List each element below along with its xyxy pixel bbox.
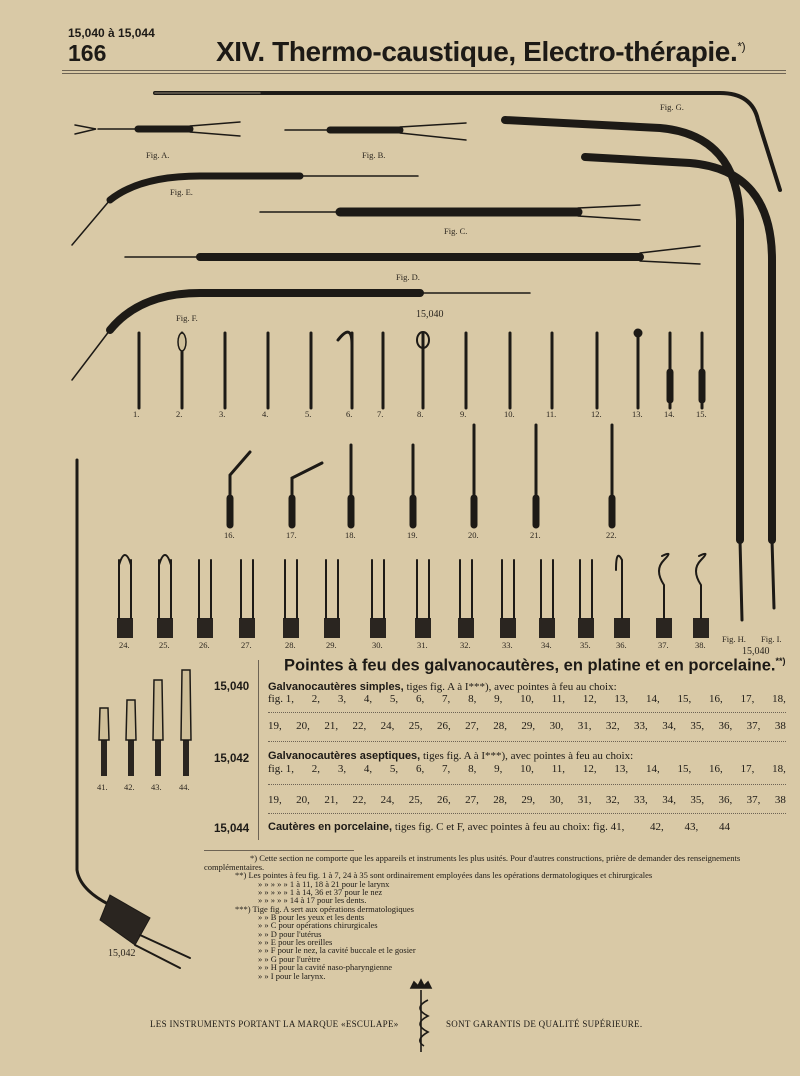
footnote-line: » » D pour l'utérus: [258, 929, 322, 939]
fig-ref: 13,: [614, 763, 629, 775]
fig-ref: 17,: [740, 763, 755, 775]
label-fig-b: Fig. B.: [362, 150, 386, 160]
tip-number: 28.: [285, 640, 296, 650]
fig-ref: 15,: [677, 763, 692, 775]
fig-ref: 36,: [718, 794, 733, 806]
fig-ref: 31,: [577, 794, 592, 806]
fig-ref: 18,: [772, 763, 786, 775]
tip-number: 11.: [546, 409, 557, 419]
tip-number: 30.: [372, 640, 383, 650]
tip-number: 36.: [616, 640, 627, 650]
burner-tip-13: [634, 329, 642, 408]
item-name: Galvanocautères aseptiques,: [268, 750, 421, 762]
fig-ref: 9,: [494, 763, 503, 775]
footnote-line: » » I pour le larynx.: [258, 971, 326, 981]
tip-number: 3.: [219, 409, 226, 419]
fig-ref: 2,: [311, 763, 321, 775]
item-name: Galvanocautères simples,: [268, 681, 404, 693]
tip-number: 32.: [460, 640, 471, 650]
fig-ref: 20,: [296, 794, 310, 806]
burner-tip-35: [578, 560, 594, 638]
fig-ref: 19,: [268, 720, 282, 732]
tip-number: 29.: [326, 640, 337, 650]
fig-ref: 37,: [746, 794, 761, 806]
long-cautery-handle: [100, 895, 150, 945]
burner-tip-30: [370, 560, 386, 638]
fig-ref: 24,: [380, 720, 395, 732]
tip-number: 37.: [658, 640, 669, 650]
label-fig-a: Fig. A.: [146, 150, 170, 160]
label-fig-e: Fig. E.: [170, 187, 193, 197]
tip-number: 17.: [286, 530, 297, 540]
fig-ref: 26,: [436, 720, 451, 732]
catalog-number-range: 15,040 à 15,044: [68, 26, 155, 40]
fig-ref: 11,: [551, 763, 566, 775]
fig-ref: 36,: [718, 720, 733, 732]
label-fig-g: Fig. G.: [660, 102, 684, 112]
fig-ref: 30,: [549, 720, 564, 732]
fig-ref: 21,: [324, 720, 339, 732]
fig-ref: 7,: [442, 693, 451, 705]
dotted-rule: [268, 741, 786, 742]
fig-ref: 18,: [772, 693, 786, 705]
tip-number: 2.: [176, 409, 183, 419]
tip-number: 41.: [97, 782, 108, 792]
handle-fig-e: [110, 176, 300, 200]
fig-ref: 3,: [337, 763, 347, 775]
tip-number: 27.: [241, 640, 252, 650]
fig-ref: 24,: [380, 794, 395, 806]
footnote-line: » » » » » 1 à 11, 18 à 21 pour le larynx: [258, 879, 390, 889]
item-name: Cautères en porcelaine,: [268, 821, 393, 833]
fig-ref: 37,: [746, 720, 761, 732]
item-heading: [268, 821, 624, 833]
table-divider: [258, 660, 259, 840]
tip-number: 42.: [124, 782, 135, 792]
tip-number: 44.: [179, 782, 190, 792]
tip-number: 25.: [159, 640, 170, 650]
fig-ref: 12,: [582, 763, 597, 775]
burner-tip-28: [283, 560, 299, 638]
tip-number: 24.: [119, 640, 130, 650]
fig-ref: 34,: [662, 794, 676, 806]
burner-tip-24: [117, 555, 133, 638]
footnote-line: » » H pour la cavité naso-pharyngienne: [258, 962, 393, 972]
section-title-text: Pointes à feu des galvanocautères, en platine et en porcelaine.: [284, 656, 776, 675]
fig-ref: 22,: [352, 720, 367, 732]
label-fig-d: Fig. D.: [396, 272, 420, 282]
tip-number: 22.: [606, 530, 617, 540]
tip-number: 18.: [345, 530, 356, 540]
fig-ref: 5,: [389, 693, 399, 705]
fig-ref: 5,: [389, 763, 399, 775]
esculape-logo: [411, 980, 431, 1052]
tag-handles-15040: 15,040: [742, 646, 770, 657]
footnote-line: **) Les pointes à feu fig. 1 à 7, 24 à 35 sont ordinairement employées dans les opérations dermatologiques et chirurgicales: [235, 870, 653, 880]
fig-ref: 14,: [645, 763, 660, 775]
fig-ref: 7,: [442, 763, 451, 775]
label-fig-f: Fig. F.: [176, 313, 198, 323]
fig-ref: 33,: [634, 794, 648, 806]
tip-number: 15.: [696, 409, 707, 419]
item-fig-line: [650, 821, 730, 833]
tip-number: 9.: [460, 409, 467, 419]
item-desc: tiges fig. A à I***), avec pointes à feu au choix:: [422, 750, 634, 762]
footer-left: LES INSTRUMENTS PORTANT LA MARQUE «ESCULAPE»: [150, 1019, 399, 1029]
fig-ref: 3,: [337, 693, 347, 705]
tip-number: 20.: [468, 530, 479, 540]
burner-tip-2: [178, 333, 186, 408]
footnote-line: » » » » » 14 à 17 pour les dents.: [258, 895, 367, 905]
burner-tip-8: [417, 332, 429, 408]
tip-number: 1.: [133, 409, 140, 419]
fig-ref: 32,: [605, 720, 620, 732]
fig-ref: 42,: [650, 821, 664, 833]
fig-ref: 28,: [493, 794, 507, 806]
fig-ref: 13,: [614, 693, 629, 705]
fig-ref: 38: [774, 720, 786, 732]
tip-number: 5.: [305, 409, 312, 419]
fig-ref: 26,: [436, 794, 451, 806]
fig-ref: 38: [774, 794, 786, 806]
burner-tip-6: [338, 332, 352, 408]
handle-fig-h: [505, 120, 740, 540]
tip-number: 35.: [580, 640, 591, 650]
fig-ref: 12,: [582, 693, 597, 705]
footnote-line: » » C pour opérations chirurgicales: [258, 920, 378, 930]
tip-number: 12.: [591, 409, 602, 419]
burner-tip-34: [539, 560, 555, 638]
footnote-line: » » » » » 1 à 14, 36 et 37 pour le nez: [258, 887, 383, 897]
footnote-line: » » B pour les yeux et les dents: [258, 912, 365, 922]
fig-ref: 16,: [709, 693, 723, 705]
dotted-rule: [268, 813, 786, 814]
label-fig-i: Fig. I.: [761, 634, 782, 644]
fig-ref: 10,: [520, 693, 534, 705]
burner-tip-25: [157, 555, 173, 638]
item-heading: [268, 750, 633, 762]
dotted-rule: [268, 784, 786, 785]
fig-ref: 27,: [465, 794, 479, 806]
tip-number: 21.: [530, 530, 541, 540]
tip-number: 26.: [199, 640, 210, 650]
tip-number: 14.: [664, 409, 675, 419]
fig-ref: 20,: [296, 720, 310, 732]
fig-ref: 43,: [684, 821, 699, 833]
footnote-line: complémentaires.: [204, 862, 265, 872]
fig-ref: 34,: [662, 720, 676, 732]
fig-ref: 8,: [468, 763, 477, 775]
tip-number: 19.: [407, 530, 418, 540]
porcelain-tip-43: [153, 680, 163, 776]
fig-ref: 35,: [690, 794, 705, 806]
tip-number: 4.: [262, 409, 269, 419]
fig-ref: 19,: [268, 794, 282, 806]
burner-tip-27: [239, 560, 255, 638]
dotted-rule: [268, 712, 786, 713]
page-title-text: XIV. Thermo-caustique, Electro-thérapie.: [216, 36, 738, 67]
porcelain-tip-44: [181, 670, 191, 776]
fig-ref: 9,: [494, 693, 503, 705]
fig-ref: 15,: [677, 693, 692, 705]
item-code: 15,042: [214, 753, 250, 765]
item-code: 15,040: [214, 681, 250, 693]
burner-tip-16: [230, 452, 250, 525]
burner-tip-29: [324, 560, 340, 638]
tip-number: 38.: [695, 640, 706, 650]
fig-ref: 44: [719, 821, 730, 833]
footnote-line: » » E pour les oreilles: [258, 937, 333, 947]
item-fig-line: [268, 720, 786, 732]
fig-ref: 29,: [521, 720, 536, 732]
burner-tip-32: [458, 560, 474, 638]
label-fig-h: Fig. H.: [722, 634, 746, 644]
footer-right: SONT GARANTIS DE QUALITÉ SUPÉRIEURE.: [446, 1019, 643, 1029]
footnote-line: *) Cette section ne comporte que les appareils et instruments les plus usités. Pour d'autres constructions, prière de demander des renseignements: [250, 853, 741, 863]
tip-number: 34.: [541, 640, 552, 650]
item-fig-line: [268, 763, 786, 775]
long-cautery-stem: [77, 460, 110, 905]
fig-ref: 17,: [740, 693, 755, 705]
fig-ref: 4,: [363, 693, 373, 705]
fig-ref: 25,: [408, 720, 423, 732]
tip-number: 8.: [417, 409, 424, 419]
footnote-line: » » G pour l'urètre: [258, 954, 321, 964]
burner-tip-31: [415, 560, 431, 638]
fig-ref: 35,: [690, 720, 705, 732]
burner-tip-26: [197, 560, 213, 638]
footnote-rule: [204, 850, 354, 851]
fig-ref: 21,: [324, 794, 339, 806]
burner-tip-36: [614, 556, 630, 638]
fig-ref: fig. 1,: [268, 763, 294, 775]
section-title-footnote-mark: **): [775, 656, 786, 666]
tag-long-cautery-15042: 15,042: [108, 948, 136, 959]
item-desc: tiges fig. C et F, avec pointes à feu au choix: fig. 41,: [394, 821, 625, 833]
tip-number: 7.: [377, 409, 384, 419]
tag-tips-15040: 15,040: [416, 309, 444, 320]
fig-ref: 31,: [577, 720, 592, 732]
tip-number: 31.: [417, 640, 428, 650]
fig-ref: 14,: [645, 693, 660, 705]
page-title-footnote-mark: *): [737, 39, 746, 54]
tip-number: 13.: [632, 409, 643, 419]
fig-ref: 2,: [311, 693, 321, 705]
burner-tip-38: [693, 554, 709, 638]
fig-ref: 16,: [709, 763, 723, 775]
burner-tip-33: [500, 560, 516, 638]
fig-ref: 30,: [549, 794, 564, 806]
fig-ref: 6,: [415, 693, 425, 705]
page-number: 166: [68, 40, 107, 66]
label-fig-c: Fig. C.: [444, 226, 468, 236]
fig-ref: 25,: [408, 794, 423, 806]
fig-ref: fig. 1,: [268, 693, 294, 705]
handle-fig-f: [110, 293, 420, 330]
porcelain-tip-42: [126, 700, 136, 776]
porcelain-tip-41: [99, 708, 109, 776]
fig-ref: 32,: [605, 794, 620, 806]
item-fig-line: [268, 693, 786, 705]
item-code: 15,044: [214, 823, 250, 835]
fig-ref: 11,: [551, 693, 566, 705]
footnote-line: » » F pour le nez, la cavité buccale et le gosier: [258, 945, 416, 955]
fig-ref: 6,: [415, 763, 425, 775]
tip-number: 10.: [504, 409, 515, 419]
fig-ref: 4,: [363, 763, 373, 775]
tip-number: 16.: [224, 530, 235, 540]
tip-number: 43.: [151, 782, 162, 792]
fig-ref: 28,: [493, 720, 507, 732]
item-heading: [268, 681, 617, 693]
fig-ref: 27,: [465, 720, 479, 732]
burner-tip-37: [656, 554, 672, 638]
item-desc: tiges fig. A à I***), avec pointes à feu au choix:: [406, 681, 617, 693]
fig-ref: 29,: [521, 794, 536, 806]
footnote-line: ***) Tige fig. A sert aux opérations dermatologiques: [235, 904, 414, 914]
item-fig-line: [268, 794, 786, 806]
tip-number: 33.: [502, 640, 513, 650]
fig-ref: 33,: [634, 720, 648, 732]
fig-ref: 10,: [520, 763, 534, 775]
burner-tip-17: [292, 463, 322, 525]
tip-number: 6.: [346, 409, 353, 419]
section-title: [284, 656, 786, 676]
fig-ref: 8,: [468, 693, 477, 705]
fig-ref: 22,: [352, 794, 367, 806]
